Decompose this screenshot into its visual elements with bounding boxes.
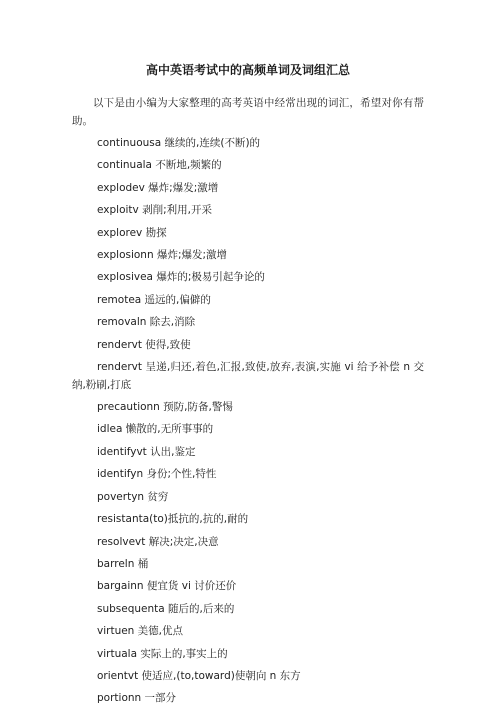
vocab-entry: idlea 懒散的,无所事事的	[97, 423, 214, 436]
vocab-entry: rendervt 使得,致使	[97, 338, 191, 351]
vocab-entry: orientvt 使适应,(to,toward)使朝向 n 东方	[97, 669, 301, 682]
vocab-entry: continuala 不断地,频繁的	[97, 159, 222, 172]
vocab-entry: remotea 遥远的,偏僻的	[97, 293, 211, 306]
vocab-entry: rendervt 呈递,归还,着色,汇报,致使,放弃,表演,实施 vi 给予补偿 n 交纳,粉刷,打底	[72, 361, 424, 392]
vocab-entry: continuousa 继续的,连续(不断)的	[97, 137, 261, 149]
vocab-entry: removaln 除去,消除	[97, 316, 196, 329]
vocab-entry: portionn 一部分	[97, 692, 177, 705]
vocab-entry: resolvevt 解决;决定,决意	[97, 535, 219, 548]
vocab-entry: subsequenta 随后的,后来的	[97, 602, 235, 615]
vocab-entry: exploitv 剥削;利用,开采	[97, 204, 212, 217]
vocab-entry: explosionn 爆炸;爆发;激增	[97, 249, 228, 262]
vocab-entry: resistanta(to)抵抗的,抗的,耐的	[97, 513, 249, 526]
vocab-entry: explodev 爆炸;爆发;激增	[97, 181, 219, 194]
vocabulary-list	[72, 132, 424, 710]
intro-paragraph: 以下是由小编为大家整理的高考英语中经常出现的词汇，希望对你有帮助。	[72, 97, 424, 127]
vocab-entry: explorev 勘探	[97, 226, 167, 239]
document-title: 高中英语考试中的高频单词及词组汇总	[145, 63, 350, 77]
vocab-entry: explosivea 爆炸的;极易引起争论的	[97, 271, 265, 284]
vocab-entry: virtuen 美德,优点	[97, 625, 184, 638]
vocab-entry: identifyvt 认出,鉴定	[97, 445, 196, 458]
vocab-entry: povertyn 贫穷	[97, 490, 169, 503]
vocab-entry: bargainn 便宜货 vi 讨价还价	[97, 580, 237, 593]
vocab-entry: precautionn 预防,防备,警惕	[97, 401, 233, 414]
vocab-entry: virtuala 实际上的,事实上的	[97, 647, 228, 660]
vocab-entry: barreln 桶	[97, 557, 149, 570]
vocab-entry: identifyn 身份;个性,特性	[97, 468, 217, 481]
